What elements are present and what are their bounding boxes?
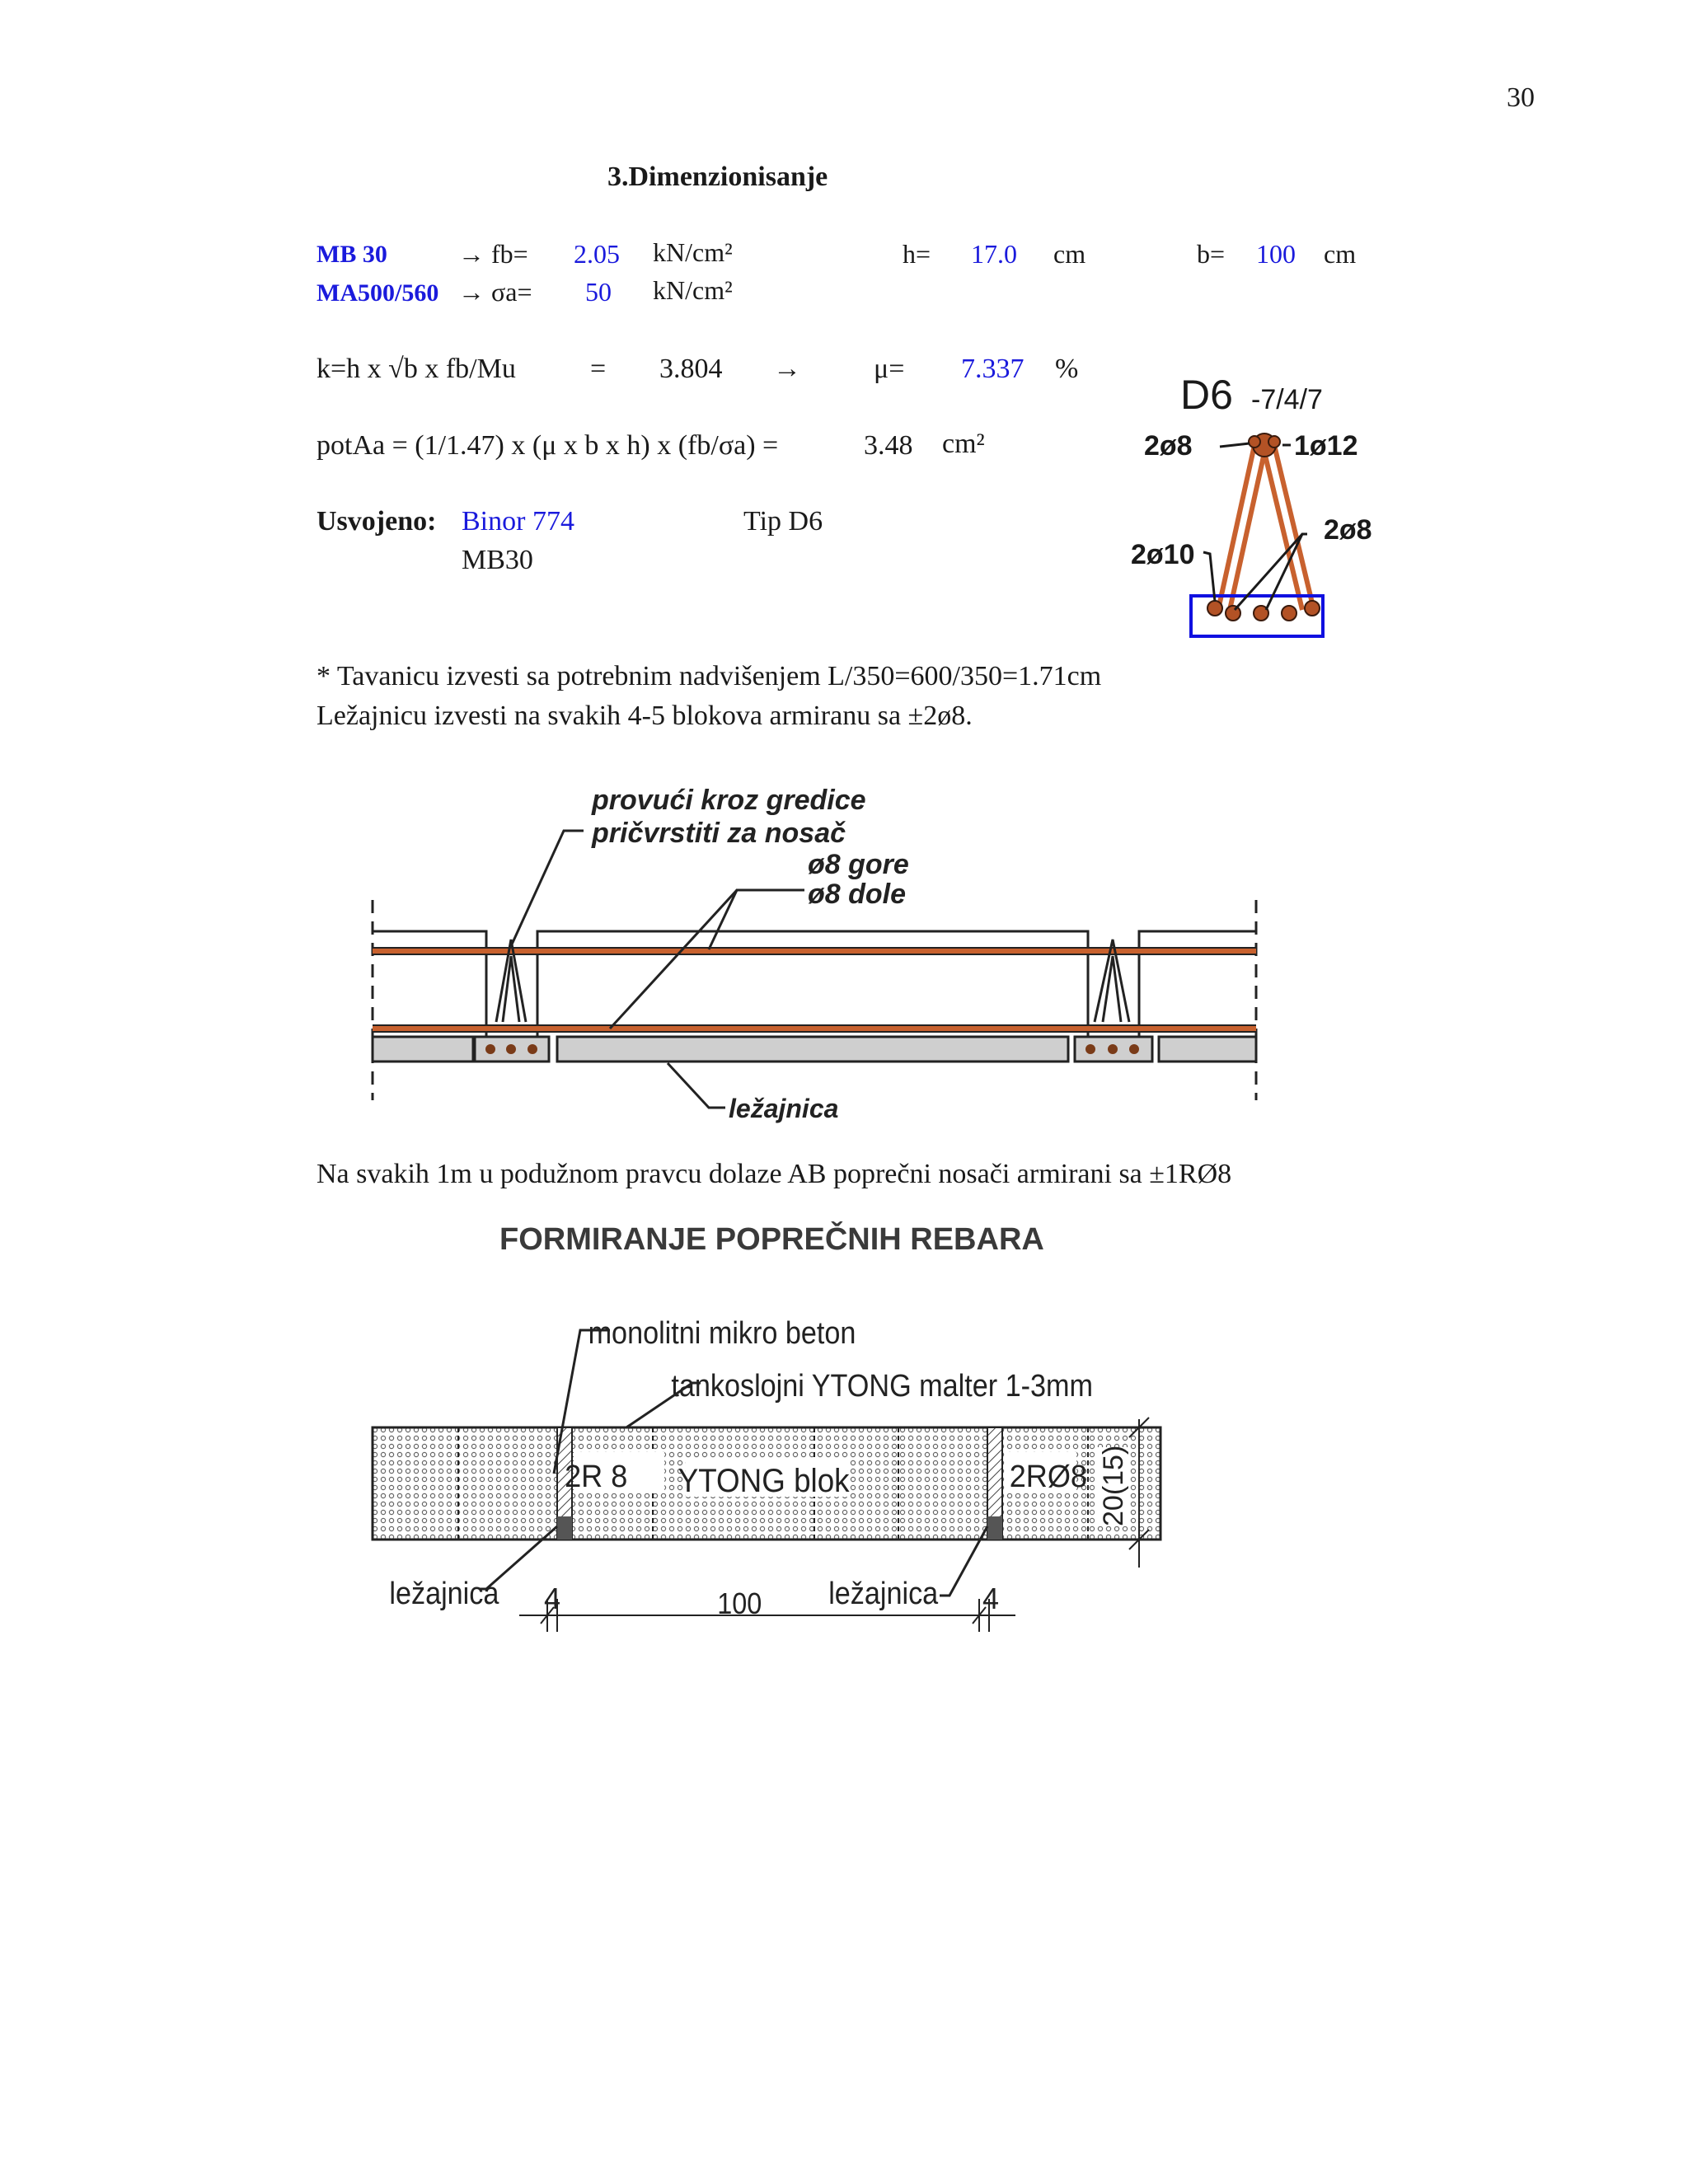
ribs-label-concrete: monolitni mikro beton — [588, 1315, 856, 1351]
section-rebar-bottom: ø8 dole — [808, 879, 907, 910]
area-unit: cm² — [942, 429, 985, 459]
section-leaders — [511, 831, 804, 1108]
ribs-figure — [363, 1212, 1195, 1648]
b-value: 100 — [1256, 239, 1296, 269]
d6-label-top-left: 2ø8 — [1144, 430, 1193, 462]
sigma-unit: kN/cm² — [653, 275, 733, 305]
h-unit: cm — [1053, 239, 1086, 269]
b-label: b= — [1197, 239, 1226, 269]
d6-label-mid-right: 2ø8 — [1324, 514, 1372, 546]
b-unit: cm — [1324, 239, 1357, 269]
section-rebar-top: ø8 gore — [808, 849, 909, 880]
section-bed-label: ležajnica — [729, 1094, 839, 1123]
fb-label: → fb= — [458, 239, 528, 269]
sigma-label: → σa= — [458, 277, 532, 307]
ribs-dim-right: 4 — [982, 1582, 1000, 1615]
ribs-height: 20(15) — [1098, 1445, 1129, 1526]
note-bed-joint: Ležajnicu izvesti na svakih 4-5 blokova armiranu sa ±2ø8. — [316, 701, 973, 731]
section-label-line1: provući kroz gredice — [592, 785, 866, 816]
ribs-bed-right: ležajnica — [828, 1575, 939, 1611]
d6-diagonals — [1218, 445, 1314, 610]
area-value: 3.48 — [864, 430, 913, 461]
ribs-rebar-right: 2RØ8 — [1009, 1458, 1087, 1494]
ribs-bed-left: ležajnica — [389, 1575, 499, 1611]
ribs-dim-mid: 100 — [717, 1587, 762, 1621]
ribs-title: FORMIRANJE POPREČNIH REBARA — [499, 1222, 1044, 1257]
adopted-concrete: MB30 — [462, 545, 533, 575]
mu-unit: % — [1055, 354, 1079, 384]
note-camber: * Tavanicu izvesti sa potrebnim nadvišenjem L/350=600/350=1.71cm — [316, 661, 1102, 691]
ribs-rebar-left: 2R 8 — [565, 1458, 628, 1494]
adopted-label: Usvojeno: — [316, 506, 437, 537]
ribs-label-mortar: tankoslojni YTONG malter 1-3mm — [671, 1367, 1093, 1404]
adopted-type: Tip D6 — [743, 506, 823, 537]
ribs-width-dim — [519, 1599, 1015, 1632]
ribs-block-label: YTONG blok — [678, 1462, 850, 1500]
d6-label-mid-left: 2ø10 — [1131, 539, 1195, 570]
mu-value: 7.337 — [961, 354, 1025, 384]
d6-girder-figure — [1129, 363, 1393, 643]
formula-k-eq: = — [590, 354, 607, 384]
h-value: 17.0 — [971, 239, 1017, 269]
sigma-value: 50 — [585, 277, 612, 307]
ribs-dim-left: 4 — [544, 1582, 561, 1615]
adopted-product: Binor 774 — [462, 506, 574, 537]
formula-k-value: 3.804 — [659, 354, 723, 384]
fb-value: 2.05 — [574, 239, 620, 269]
d6-title: D6 — [1180, 372, 1233, 418]
section-heading: 3.Dimenzionisanje — [607, 162, 828, 192]
section-label-line2: pričvrstiti za nosač — [592, 818, 846, 849]
formula-k: k=h x √b x fb/Mu — [316, 354, 516, 384]
mu-label: μ= — [874, 354, 905, 384]
formula-area: potAa = (1/1.47) x (μ x b x h) x (fb/σa) = — [316, 430, 779, 461]
concrete-class: MB 30 — [316, 241, 387, 268]
section-bed-slab — [373, 1037, 1256, 1062]
d6-subtitle: -7/4/7 — [1251, 384, 1323, 415]
formula-k-arrow: → — [773, 354, 801, 384]
section-figure — [363, 775, 1278, 1137]
h-label: h= — [903, 239, 931, 269]
page-number: 30 — [1507, 82, 1535, 113]
d6-label-top-right: 1ø12 — [1294, 430, 1358, 462]
fb-unit: kN/cm² — [653, 237, 733, 267]
note-ribs: Na svakih 1m u podužnom pravcu dolaze AB poprečni nosači armirani sa ±1RØ8 — [316, 1159, 1232, 1189]
steel-class: MA500/560 — [316, 279, 439, 307]
